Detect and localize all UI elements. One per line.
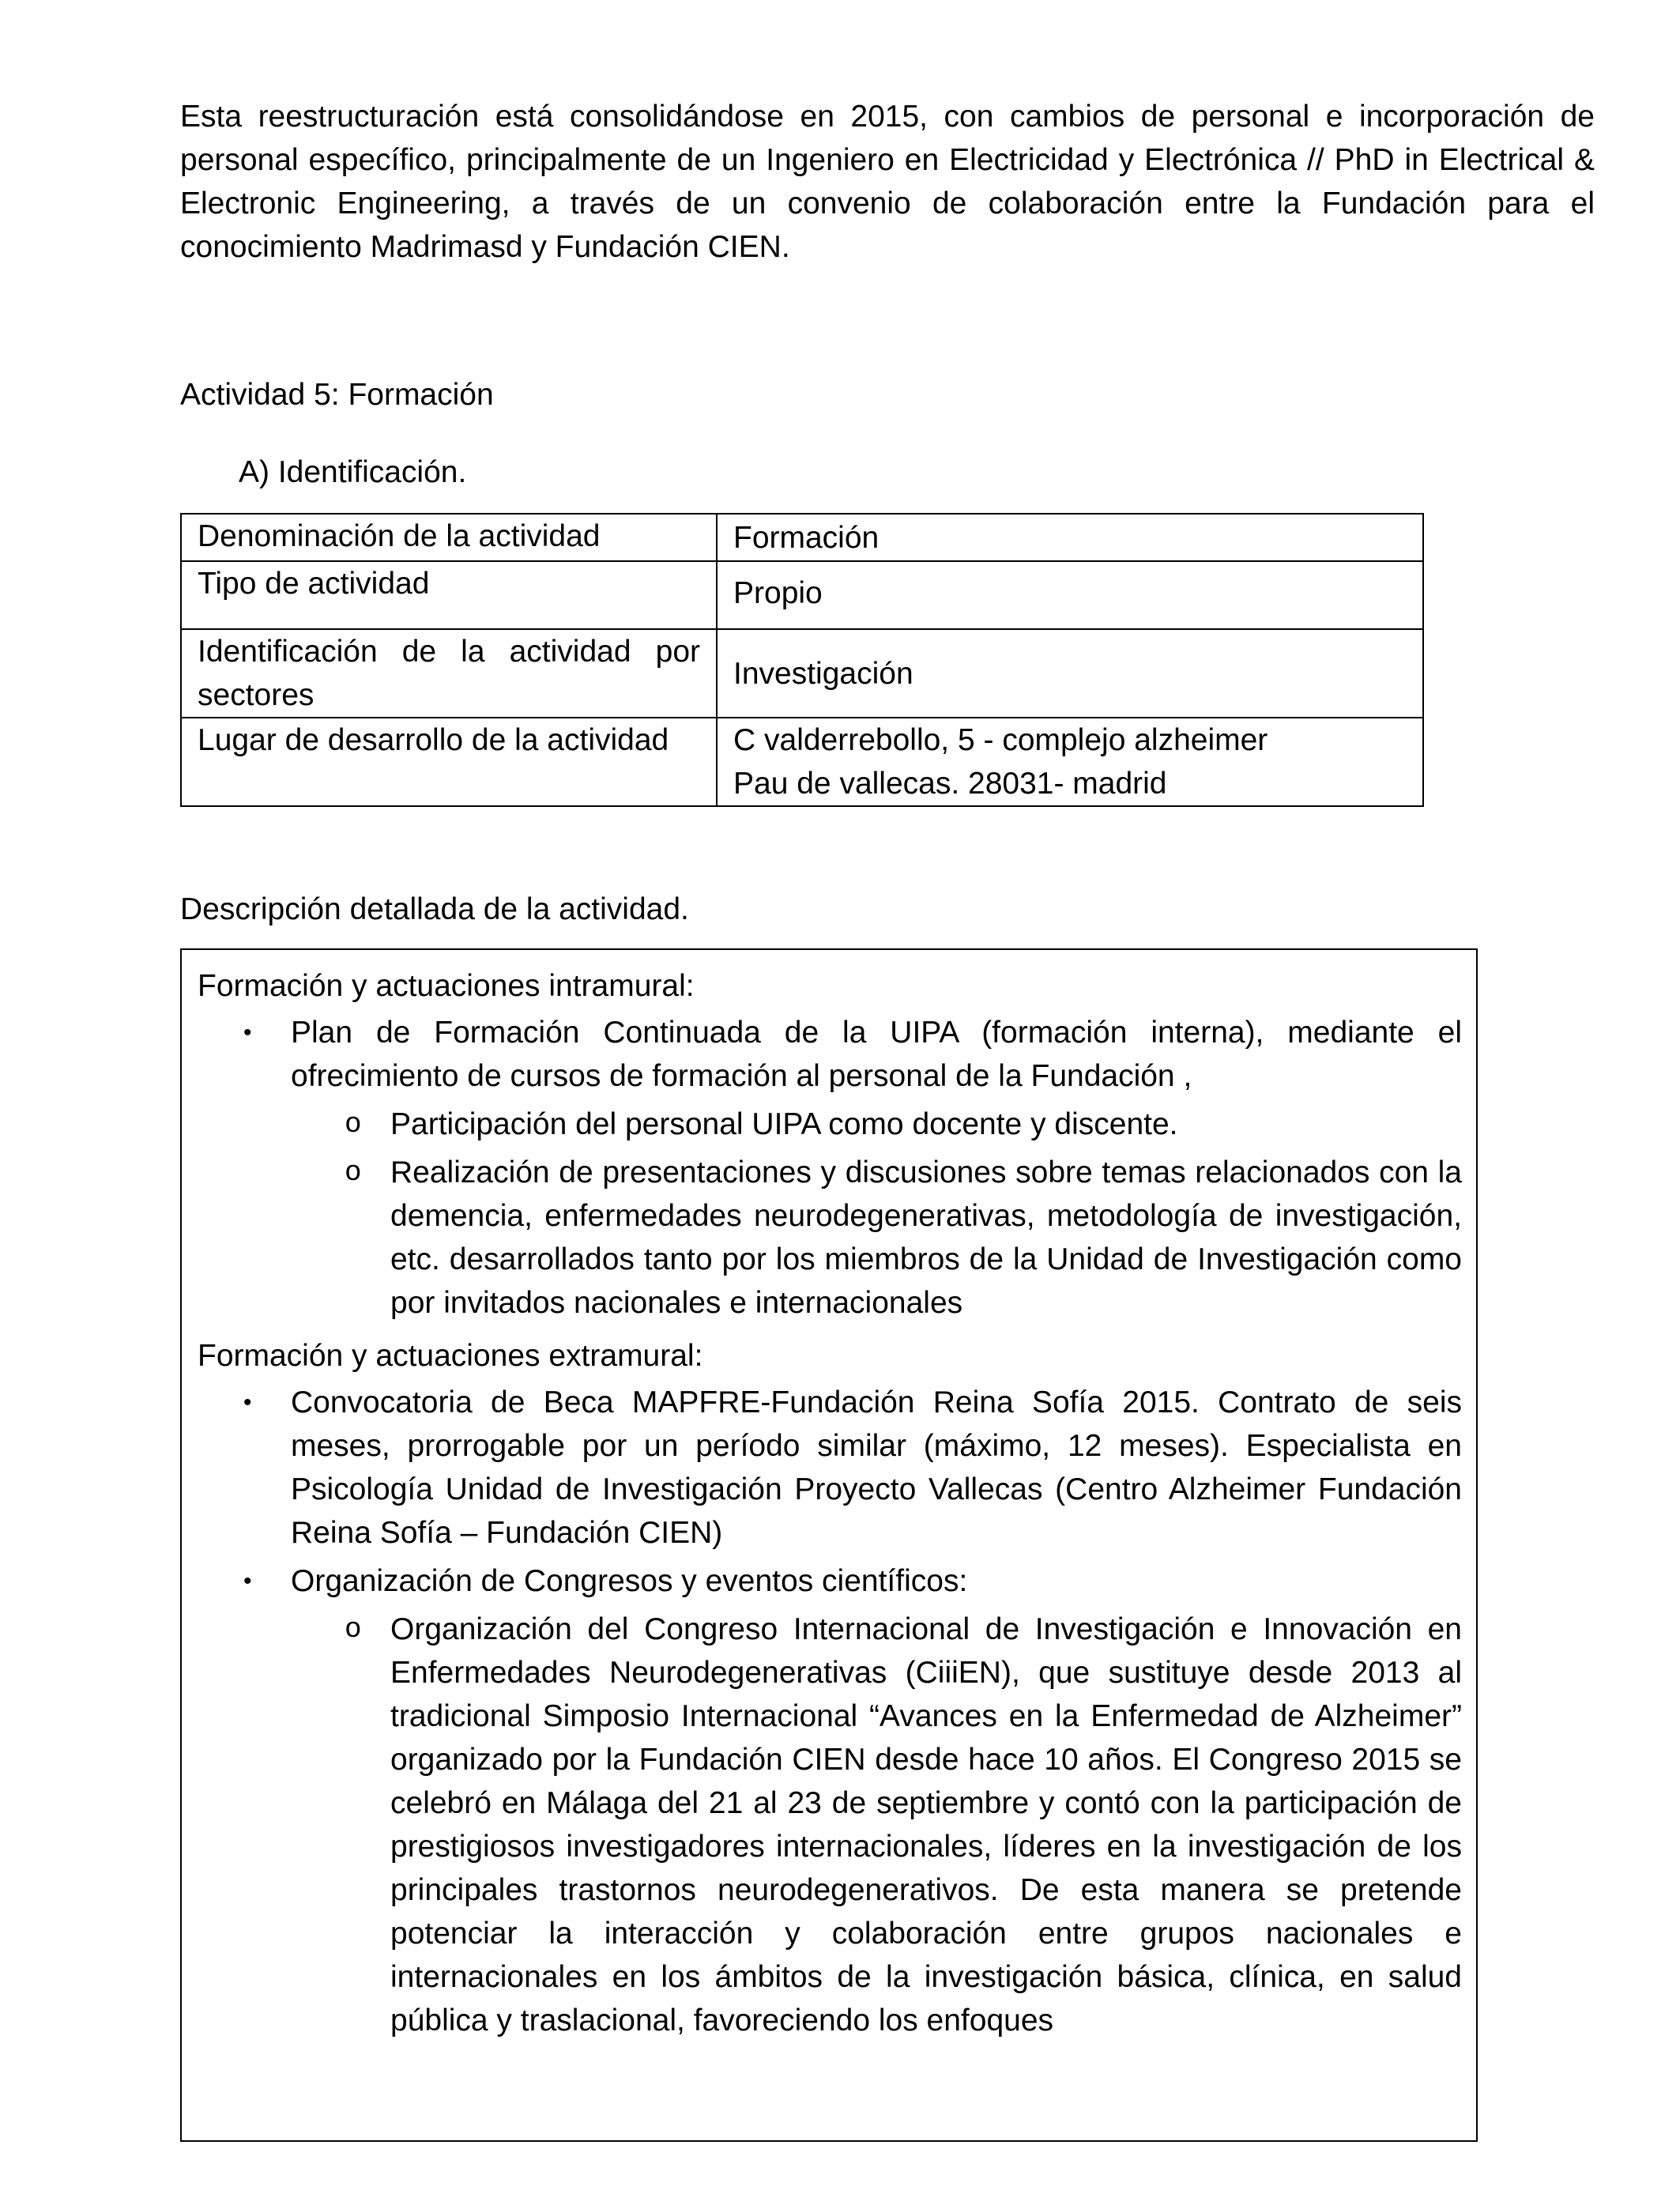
sub-list-item [198, 1103, 1462, 1146]
table-cell-value: Formación [717, 514, 1423, 561]
intramural-heading: Formación y actuaciones intramural: [198, 969, 695, 1003]
sub-bullet-icon: o [345, 1613, 362, 1646]
address-line-2: Pau de vallecas. 28031- madrid [733, 767, 1167, 801]
table-row [181, 629, 1423, 718]
identification-title: A) Identificación. [239, 455, 467, 489]
table-row [181, 718, 1423, 806]
table-cell-label: Denominación de la actividad [181, 514, 717, 561]
bullet-icon: • [243, 1389, 252, 1416]
table-cell-label: Identificación de la actividad por sectores [181, 629, 717, 718]
table-cell-value: Investigación [717, 629, 1423, 718]
intro-paragraph: Esta reestructuración está consolidándose en 2015, con cambios de personal e incorporación de personal específico, principalmente de un Ingeniero en Electricidad y Electrónica // PhD in Electrical & Electronic Engineering, a través de un convenio de colaboración entre la Fundación para el conocimiento Madrimasd y Fundación CIEN. [180, 100, 1595, 264]
sub-bullet-icon: o [345, 1156, 362, 1189]
table-cell-label: Lugar de desarrollo de la actividad [181, 718, 717, 806]
sub-list-item [198, 1151, 1462, 1325]
list-item [198, 1559, 1462, 1603]
table-row [181, 514, 1423, 561]
sub-list-item [198, 1608, 1462, 2042]
list-item [198, 1381, 1462, 1555]
identification-table [180, 513, 1424, 807]
list-item-text: Plan de Formación Continuada de la UIPA (formación interna), mediante el ofrecimiento de cursos de formación al personal de la Fundación , [291, 1016, 1462, 1093]
sub-list-item-text: Realización de presentaciones y discusiones sobre temas relacionados con la demencia, enfermedades neurodegenerativas, metodología de investigación, etc. desarrollados tanto por los miembros de la Unidad de Investigación como por invitados nacionales e internacionales [390, 1155, 1462, 1320]
sub-list-item-text: Participación del personal UIPA como docente y discente. [390, 1107, 1178, 1141]
extramural-heading: Formación y actuaciones extramural: [198, 1339, 703, 1373]
sub-list-item-text: Organización del Congreso Internacional de Investigación e Innovación en Enfermedades Neurodegenerativas (CiiiEN), que sustituye desde 2013 al tradicional Simposio Internacional “Avances en la Enfermedad de Alzheimer” organizado por la Fundación CIEN desde hace 10 años. El Congreso 2015 se celebró en Málaga del 21 al 23 de septiembre y contó con la participación de prestigiosos investigadores internacionales, líderes en la investigación de los principales trastornos neurodegenerativos. De esta manera se pretende potenciar la interacción y colaboración entre grupos nacionales e internacionales en los ámbitos de la investigación básica, clínica, en salud pública y traslacional, favoreciendo los enfoques [390, 1612, 1462, 2038]
bullet-icon: • [243, 1020, 252, 1046]
address-line-1: C valderrebollo, 5 - complejo alzheimer [733, 723, 1268, 757]
table-cell-value [717, 718, 1423, 806]
activity-title: Actividad 5: Formación [180, 378, 494, 412]
list-item [198, 1011, 1462, 1098]
table-cell-label: Tipo de actividad [181, 561, 717, 629]
sub-bullet-icon: o [345, 1108, 362, 1140]
description-title: Descripción detallada de la actividad. [180, 892, 689, 926]
table-row [181, 561, 1423, 629]
table-cell-value: Propio [717, 561, 1423, 629]
description-box [180, 948, 1478, 2142]
list-item-text: Organización de Congresos y eventos científicos: [291, 1564, 968, 1598]
bullet-icon: • [243, 1568, 252, 1594]
list-item-text: Convocatoria de Beca MAPFRE-Fundación Reina Sofía 2015. Contrato de seis meses, prorrogable por un período similar (máximo, 12 meses). Especialista en Psicología Unidad de Investigación Proyecto Vallecas (Centro Alzheimer Fundación Reina Sofía – Fundación CIEN) [291, 1385, 1462, 1550]
